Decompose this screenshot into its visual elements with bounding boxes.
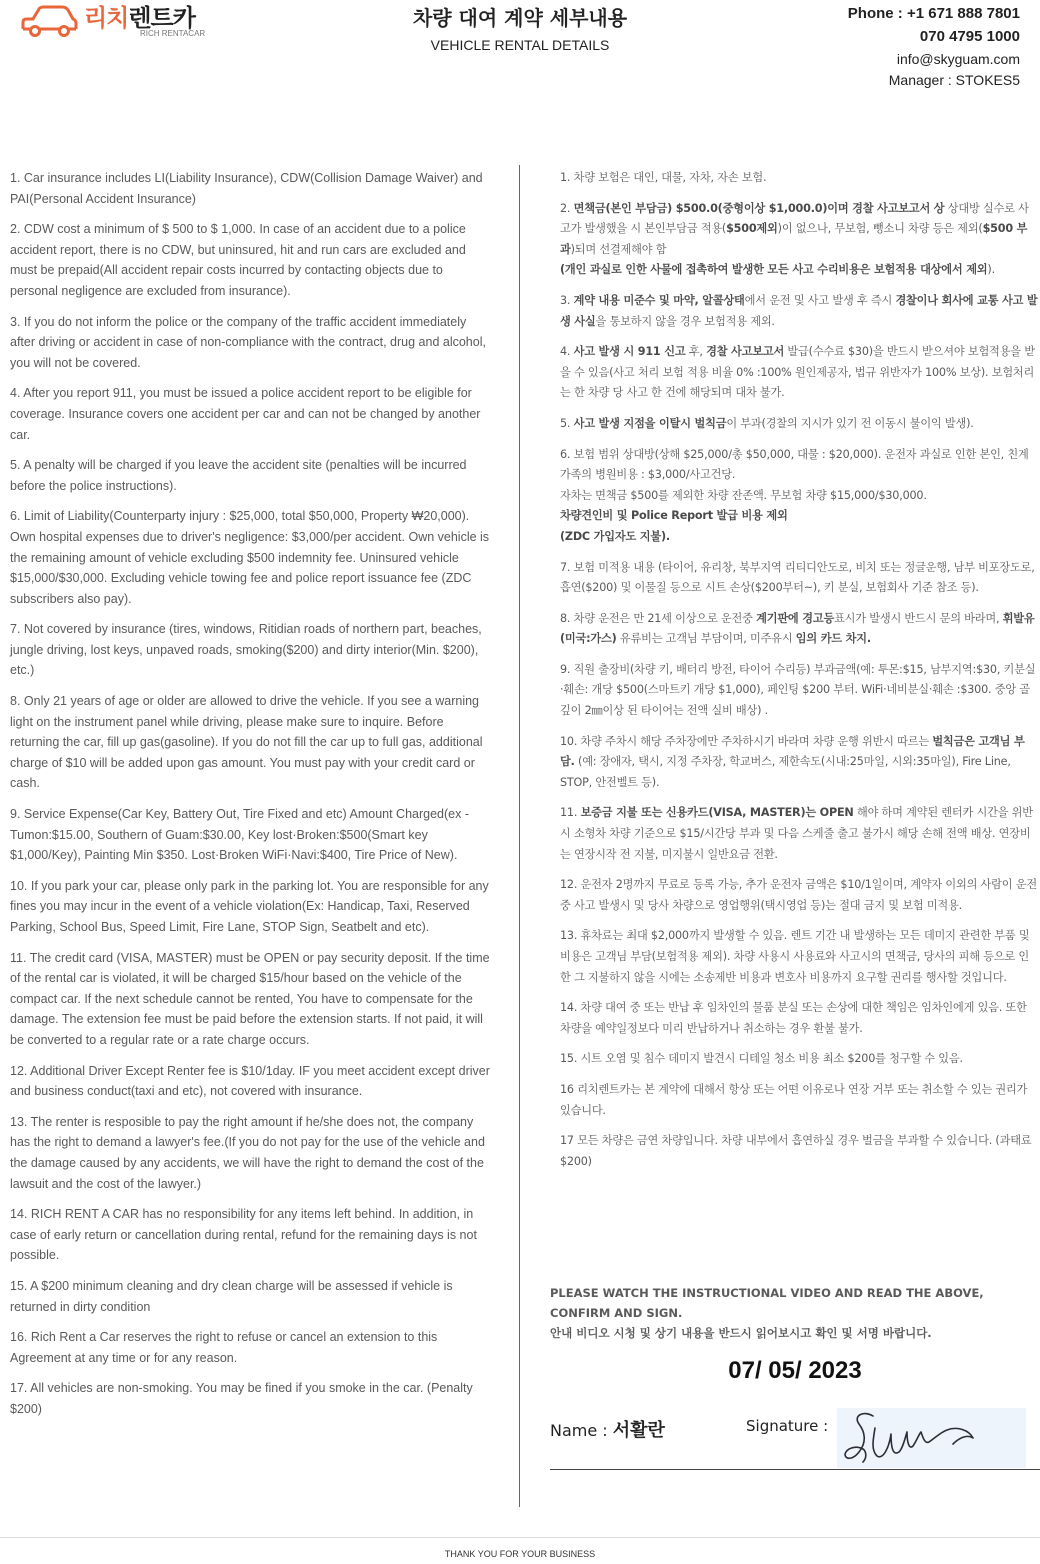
term-en-2: 2. CDW cost a minimum of $ 500 to $ 1,000. In case of an accident due to a police accident report, there is no CDW, but uninsured, hit and run cars are excluded and must be prepaid(All accident repair costs incurred by contacting objects due to personal negligence are excluded from insurance). (10, 222, 466, 298)
term-ko-11: 11. 보증금 지불 또는 신용카드(VISA, MASTER)는 OPEN 해야 하며 계약된 렌터카 시간을 위반시 소형차 차량 기준으로 $15/시간당 부과 및 다음 스케줄 출고 불가시 해당 손해 전액 배상. 연장비는 연장시작 전 지불, 미지불시 일반요금 전환. (560, 806, 1033, 861)
term-ko-15: 15. 시트 오염 및 침수 데미지 발견시 디테일 청소 비용 최소 $200를 청구할 수 있음. (560, 1052, 963, 1066)
term-ko-1: 1. 차량 보험은 대인, 대물, 자차, 자손 보험. (560, 171, 767, 184)
term-en-7: 7. Not covered by insurance (tires, windows, Ritidian roads of northern part, beaches, jungle driving, lost keys, unpaved roads, smoking($200) and dirty interior(Min. $200), etc.) (10, 622, 482, 678)
term-ko-13: 13. 휴차료는 최대 $2,000까지 발생할 수 있음. 렌트 기간 내 발생하는 모든 데미지 관련한 부품 및 비용은 고객님 부담(보험적용 제외). 차량 사용시 사용료와 사고시의 면책금, 당사의 피해 등으로 인한 그 지불하지 않을 시에는 소송제반 비용과 변호사 비용까지 요구할 권리를 행사할 것입니다. (560, 929, 1030, 984)
term-en-17: 17. All vehicles are non-smoking. You may be fined if you smoke in the car. (Penalty $200) (10, 1381, 473, 1416)
term-en-9: 9. Service Expense(Car Key, Battery Out, Tire Fixed and etc) Amount Charged(ex - Tumon:$15.00, Southern of Guam:$30.00, Key lost·Broken:$500(Smart key $1,000/Key), Painting Min $350. Lost·Broken WiFi·Navi:$400, Tire Price of New). (10, 807, 469, 863)
sign-instruction-notice (550, 1283, 1030, 1343)
term-en-3: 3. If you do not inform the police or the company of the traffic accident immediately after driving or accident in case of non-compliance with the contract, drug and alcohol, you will not be covered. (10, 314, 486, 370)
notice-line: CONFIRM AND SIGN. (550, 1306, 683, 1320)
term-ko-16: 16 리치렌트카는 본 계약에 대해서 항상 또는 어떤 이유로나 연장 거부 또는 취소할 수 있는 권리가 있습니다. (560, 1082, 1028, 1117)
term-ko-3: 3. 계약 내용 미준수 및 마약, 알콜상태에서 운전 및 사고 발생 후 즉시 경찰이나 회사에 교통 사고 발생 사실을 통보하지 않을 경우 보험적용 제외. (560, 293, 1038, 328)
terms-english-column (10, 168, 490, 1429)
term-en-8: 8. Only 21 years of age or older are allowed to drive the vehicle. If you see a warning light on the instrument panel while driving, please make sure to inquire. Before returning the car, fill up gas(gasoline). If you do not fill the car up to full gas, additional charge of $10 will be added upon gas amount. You must pay with your credit card or cash. (10, 694, 483, 791)
term-en-10: 10. If you park your car, please only park in the parking lot. You are responsible for any fines you may incur in the event of a vehicle violation(Ex: Handicap, Taxi, Reserved Parking, School Bus, Speed Limit, Fire Lane, STOP Sign, Seatbelt and etc). (10, 878, 489, 934)
signature-underline (550, 1469, 1040, 1470)
signature-image (837, 1408, 1026, 1468)
term-en-15: 15. A $200 minimum cleaning and dry clean charge will be assessed if vehicle is returned in dirty condition (10, 1278, 453, 1314)
manager-name: Manager : STOKES5 (888, 72, 1020, 88)
logo-wordmark-ko: 리치렌트카 (84, 4, 195, 32)
term-en-1: 1. Car insurance includes LI(Liability Insurance), CDW(Collision Damage Waiver) and PAI(Personal Accident Insurance) (10, 171, 483, 206)
logo-wordmark-en: RICH RENTACAR (140, 29, 206, 38)
footer-divider (0, 1537, 1040, 1538)
term-ko-4: 4. 사고 발생 시 911 신고 후, 경찰 사고보고서 발급(수수료 $30)을 반드시 받으셔야 보험적용을 받을 수 있음(사고 처리 보험 적용 비율 0% :100% 원인제공자, 법규 위반자가 100% 보상). 보험처리는 한 차량 당 사고 한 건에 해당되며 대차 불가. (560, 345, 1035, 400)
term-en-14: 14. RICH RENT A CAR has no responsibility for any items left behind. In addition, in case of early return or cancellation during rental, refund for the remaining days is not possible. (10, 1207, 477, 1263)
phone-number-korea: 070 4795 1000 (919, 28, 1020, 45)
document-header (0, 0, 1040, 95)
name-label: Name : (550, 1421, 613, 1440)
term-ko-5: 5. 사고 발생 지점을 이탈시 벌칙금이 부과(경찰의 지시가 있기 전 이동시 불이익 발생). (560, 416, 974, 430)
term-en-6: 6. Limit of Liability(Counterparty injury : $25,000, total $50,000, Property ₩20,000). Own hospital expenses due to driver's negligence: $3,000/per accident. Own vehicle is the remaining amount of vehicle excluding $500 indemnity fee. Uninsured vehicle $15,000/$30,000. Excluding vehicle towing fee and police report issuance fee (ZDC subscribers also pay). (10, 509, 490, 606)
signature-label: Signature : (746, 1417, 829, 1435)
signing-date: 07/ 05/ 2023 (728, 1357, 862, 1384)
term-ko-2: 2. 면책금(본인 부담금) $500.0(중형이상 $1,000.0)이며 경찰 사고보고서 상 상대방 실수로 사고가 발생했을 시 본인부담금 적용($500제외)이 없으나, 무보험, 뺑소니 차량 등은 제외($500 부과)되며 선결제해야 함 (개인 과실로 인한 사물에 접촉하여 발생한 모든 사고 수리비용은 보험적용 대상에서 제외). (560, 201, 1029, 277)
footer-thank-you: THANK YOU FOR YOUR BUSINESS (444, 1549, 596, 1559)
terms-korean-column (560, 168, 1038, 1182)
term-ko-12: 12. 운전자 2명까지 무료로 등록 가능, 추가 운전자 금액은 $10/1일이며, 계약자 이외의 사람이 운전중 사고 발생시 및 당사 차량으로 영업행위(택시영업 등)는 절대 금지 및 보험 미적용. (560, 878, 1037, 912)
term-en-4: 4. After you report 911, you must be issued a police accident report to be eligible for coverage. Insurance covers one accident per car and can not be changed by another car. (10, 386, 481, 442)
term-ko-10: 10. 차량 주차시 해당 주차장에만 주차하시기 바라며 차량 운행 위반시 따르는 벌칙금은 고객님 부담. (예: 장애자, 택시, 지정 주차장, 학교버스, 제한속도(시내:25마일, 시외:35마일), Fire Line, STOP, 안전벨트 등). (560, 734, 1025, 789)
term-ko-6: 6. 보험 범위 상대방(상해 $25,000/총 $50,000, 대물 : $20,000). 운전자 과실로 인한 본인, 친계 가족의 병원비용 : $3,000/사고건당. 자차는 면책금 $500를 제외한 차량 잔존액. 무보험 차량 $15,000/$30,000. 차량견인비 및 Police Report 발급 비용 제외 (ZDC 가입자도 지불). (560, 447, 1029, 543)
title-english: VEHICLE RENTAL DETAILS (430, 37, 610, 53)
notice-line-ko: 안내 비디오 시청 및 상기 내용을 반드시 읽어보시고 확인 및 서명 바랍니다. (550, 1326, 932, 1340)
renter-name-field (550, 1416, 665, 1442)
term-ko-9: 9. 직원 출장비(차량 키, 배터리 방전, 타이어 수리등) 부과금액(예: 투몬:$15, 남부지역:$30, 키분실·훼손: 개당 $500(스마트키 개당 $1,000), 페인팅 $200 부터. WiFi·네비분실·훼손 :$300. 중앙 골 깊이 2㎜이상 된 타이어는 전액 실비 배상) . (560, 662, 1036, 718)
term-en-16: 16. Rich Rent a Car reserves the right to refuse or cancel an extension to this Agreement at any time or for any reason. (10, 1330, 438, 1365)
term-en-12: 12. Additional Driver Except Renter fee is $10/1day. IF you meet accident except driver and business conduct(taxi and etc), not covered with insurance. (10, 1063, 490, 1099)
renter-name: 서활란 (612, 1420, 665, 1441)
contact-info (848, 3, 1020, 91)
term-en-13: 13. The renter is resposible to pay the right amount if he/she does not, the company has the right to demand a lawyer's fee.(If you do not pay for the use of the vehicle and the damage caused by any accidents, we will have the right to demand the cost of the lawsuit and the cost of the lawyer.) (10, 1114, 485, 1191)
term-ko-17: 17 모든 차량은 금연 차량입니다. 차량 내부에서 흡연하실 경우 벌금을 부과할 수 있습니다. (과태료 $200) (560, 1134, 1032, 1168)
email-address: info@skyguam.com (896, 51, 1020, 67)
term-ko-14: 14. 차량 대여 중 또는 반납 후 임차인의 물품 분실 또는 손상에 대한 책임은 임차인에게 있음. 또한 차량을 예약일정보다 미리 반납하거나 취소하는 경우 환불 불가. (560, 1001, 1027, 1035)
notice-line: PLEASE WATCH THE INSTRUCTIONAL VIDEO AND READ THE ABOVE, (550, 1286, 984, 1300)
term-en-5: 5. A penalty will be charged if you leave the accident site (penalties will be incurred before the police instructions). (10, 458, 467, 493)
phone-number: Phone : +1 671 888 7801 (847, 5, 1020, 22)
term-ko-8: 8. 차량 운전은 만 21세 이상으로 운전중 계기판에 경고등표시가 발생시 반드시 문의 바라며, 휘발유(미국:가스) 유류비는 고객님 부담이며, 미주유시 임의 카드 차지. (560, 611, 1035, 646)
title-korean: 차량 대여 계약 세부내용 (412, 6, 628, 30)
term-en-11: 11. The credit card (VISA, MASTER) must be OPEN or pay security deposit. If the time of the rental car is violated, it will be charged $15/hour based on the vehicle of the compact car. If the next schedule cannot be rented, You have to compensate for the damage. The extension fee must be paid before the extension starts. If not paid, it will be converted to a regular rate or a rate charge occurs. (10, 950, 490, 1047)
column-divider (519, 165, 520, 1507)
term-ko-7: 7. 보험 미적용 내용 (타이어, 유리창, 북부지역 리티디안도로, 비치 또는 정글운행, 남부 비포장도로, 흡연($200) 및 이물질 등으로 시트 손상($200부터~), 키 분실, 보험회사 기준 참조 등). (560, 560, 1035, 595)
